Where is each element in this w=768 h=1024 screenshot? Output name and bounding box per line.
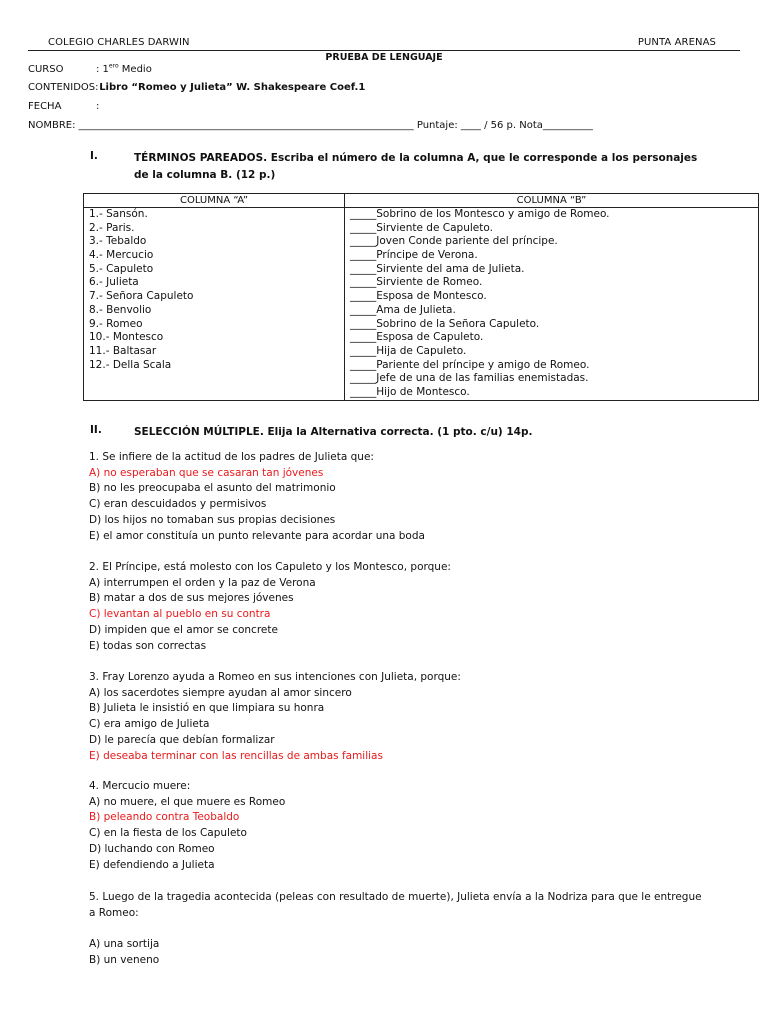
option-b[interactable]: B) no les preocupaba el asunto del matrimonio bbox=[89, 482, 336, 495]
nombre-line: NOMBRE: ___________________________________________________________________ Puntaje: ____ / 56 p. Nota__________ bbox=[28, 120, 593, 131]
column-b-item[interactable]: _____Pariente del príncipe y amigo de Romeo. bbox=[350, 358, 590, 371]
question-stem: 5. Luego de la tragedia acontecida (peleas con resultado de muerte), Julieta envía a la Nodriza para que le entregue a Romeo: bbox=[89, 891, 702, 919]
column-a-item: 5.- Capuleto bbox=[89, 262, 154, 275]
column-a-list bbox=[84, 208, 345, 401]
option-e-correct[interactable]: E) deseaba terminar con las rencillas de ambas familias bbox=[89, 749, 383, 762]
column-b-item[interactable]: _____Sobrino de la Señora Capuleto. bbox=[350, 317, 540, 330]
option-c[interactable]: C) en la fiesta de los Capuleto bbox=[89, 827, 247, 840]
column-b-list bbox=[345, 208, 759, 401]
exam-title: PRUEBA DE LENGUAJE bbox=[325, 52, 443, 63]
column-a-header: COLUMNA “A” bbox=[84, 194, 345, 208]
column-b-item[interactable]: _____Ama de Julieta. bbox=[350, 303, 456, 316]
column-b-item[interactable]: _____Esposa de Montesco. bbox=[350, 290, 487, 303]
option-d[interactable]: D) le parecía que debían formalizar bbox=[89, 733, 275, 746]
question-stem: 4. Mercucio muere: bbox=[89, 780, 191, 792]
section-2-number: II. bbox=[90, 424, 102, 436]
option-e[interactable]: E) el amor constituía un punto relevante para acordar una boda bbox=[89, 529, 425, 542]
column-a-item: 3.- Tebaldo bbox=[89, 235, 147, 248]
meta-fecha bbox=[28, 101, 99, 112]
question-2 bbox=[89, 560, 709, 654]
column-b-item[interactable]: _____Sirviente del ama de Julieta. bbox=[350, 262, 525, 275]
column-b-item[interactable]: _____Joven Conde pariente del príncipe. bbox=[350, 235, 558, 248]
option-a-correct[interactable]: A) no esperaban que se casaran tan jóvenes bbox=[89, 466, 324, 479]
contenidos-label: CONTENIDOS: bbox=[28, 82, 99, 93]
column-a-item: 7.- Señora Capuleto bbox=[89, 290, 194, 303]
option-e[interactable]: E) defendiendo a Julieta bbox=[89, 858, 215, 871]
option-d[interactable]: D) los hijos no tomaban sus propias decisiones bbox=[89, 513, 336, 526]
school-name: COLEGIO CHARLES DARWIN bbox=[48, 37, 190, 48]
fecha-value: : bbox=[96, 101, 100, 112]
section-2-instructions: SELECCIÓN MÚLTIPLE. Elija la Alternativa correcta. (1 pto. c/u) 14p. bbox=[134, 426, 533, 438]
fecha-label: FECHA bbox=[28, 101, 62, 112]
section-2-heading bbox=[90, 424, 714, 441]
option-a[interactable]: A) no muere, el que muere es Romeo bbox=[89, 795, 286, 808]
question-stem: 1. Se infiere de la actitud de los padres de Julieta que: bbox=[89, 451, 374, 463]
curso-value: : $1^{ero}$ Medio bbox=[96, 63, 152, 76]
column-a-item: 9.- Romeo bbox=[89, 317, 143, 330]
option-d[interactable]: D) impiden que el amor se concrete bbox=[89, 623, 278, 636]
question-stem: 2. El Príncipe, está molesto con los Capuleto y los Montesco, porque: bbox=[89, 561, 451, 573]
column-a-item: 8.- Benvolio bbox=[89, 303, 152, 316]
section-1-instructions: TÉRMINOS PAREADOS. Escriba el número de la columna A, que le corresponde a los personajes de la columna B. (12 p.) bbox=[134, 152, 698, 181]
column-a-item: 10.- Montesco bbox=[89, 331, 164, 344]
option-b[interactable]: B) un veneno bbox=[89, 953, 160, 966]
column-b-header: COLUMNA “B” bbox=[345, 194, 759, 208]
column-b-item[interactable]: _____Jefe de una de las familias enemistadas. bbox=[350, 372, 589, 385]
column-b-item[interactable]: _____Príncipe de Verona. bbox=[350, 249, 478, 262]
option-a[interactable]: A) una sortija bbox=[89, 938, 160, 950]
option-c[interactable]: C) era amigo de Julieta bbox=[89, 718, 210, 731]
column-b-item[interactable]: _____Hija de Capuleto. bbox=[350, 344, 467, 357]
header-divider bbox=[28, 50, 740, 51]
column-a-item: 12.- Della Scala bbox=[89, 358, 172, 371]
question-spacer bbox=[89, 921, 709, 937]
contenidos-value: Libro “Romeo y Julieta” W. Shakespeare Coef.1 bbox=[99, 82, 366, 93]
option-c[interactable]: C) eran descuidados y permisivos bbox=[89, 498, 267, 511]
column-a-item: 4.- Mercucio bbox=[89, 249, 154, 262]
column-b-item[interactable]: _____Esposa de Capuleto. bbox=[350, 331, 484, 344]
column-a-item: 11.- Baltasar bbox=[89, 344, 157, 357]
curso-label: CURSO bbox=[28, 64, 64, 76]
option-b[interactable]: B) matar a dos de sus mejores jóvenes bbox=[89, 592, 294, 605]
option-b-correct[interactable]: B) peleando contra Teobaldo bbox=[89, 811, 240, 824]
column-a-item: 1.- Sansón. bbox=[89, 208, 148, 220]
column-b-item[interactable]: _____Sobrino de los Montesco y amigo de Romeo. bbox=[350, 208, 610, 220]
question-1 bbox=[89, 450, 709, 544]
meta-contenidos bbox=[28, 82, 365, 93]
question-stem: 3. Fray Lorenzo ayuda a Romeo en sus intenciones con Julieta, porque: bbox=[89, 671, 461, 683]
option-a[interactable]: A) los sacerdotes siempre ayudan al amor sincero bbox=[89, 686, 352, 699]
option-e[interactable]: E) todas son correctas bbox=[89, 639, 207, 652]
question-3 bbox=[89, 670, 709, 764]
question-4 bbox=[89, 779, 709, 873]
city-name: PUNTA ARENAS bbox=[637, 37, 716, 48]
option-c-correct[interactable]: C) levantan al pueblo en su contra bbox=[89, 608, 271, 621]
option-b[interactable]: B) Julieta le insistió en que limpiara su honra bbox=[89, 702, 325, 715]
meta-curso bbox=[28, 63, 152, 75]
column-b-item[interactable]: _____Hijo de Montesco. bbox=[350, 385, 470, 398]
column-b-item[interactable]: _____Sirviente de Romeo. bbox=[350, 276, 483, 289]
column-b-item[interactable]: _____Sirviente de Capuleto. bbox=[350, 221, 493, 234]
column-a-item: 6.- Julieta bbox=[89, 276, 139, 289]
column-a-item: 2.- Paris. bbox=[89, 221, 135, 234]
option-d[interactable]: D) luchando con Romeo bbox=[89, 842, 215, 855]
section-1-number: I. bbox=[90, 150, 98, 162]
question-5 bbox=[89, 889, 709, 968]
option-a[interactable]: A) interrumpen el orden y la paz de Verona bbox=[89, 576, 316, 589]
section-1-heading bbox=[90, 150, 714, 184]
matching-table bbox=[83, 193, 759, 401]
